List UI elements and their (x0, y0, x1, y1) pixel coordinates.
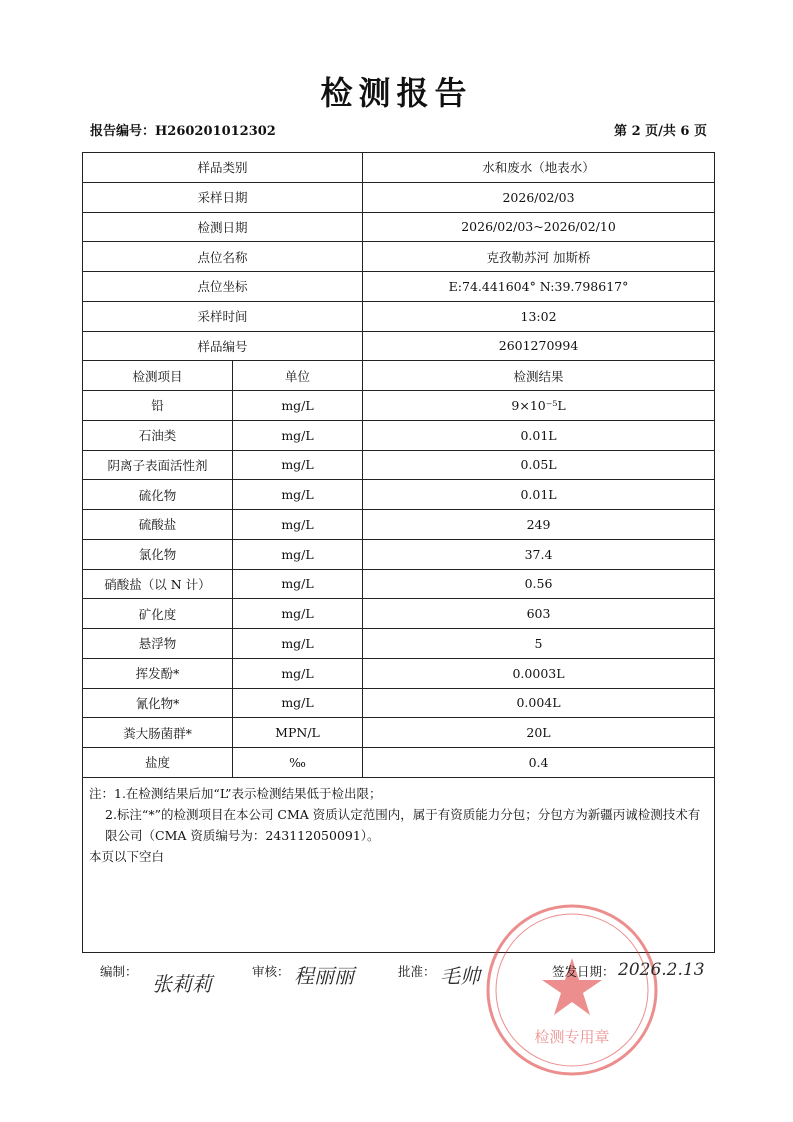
col-header-result: 检测结果 (363, 361, 715, 391)
result-item: 矿化度 (83, 599, 233, 629)
report-number (90, 120, 276, 139)
result-row (83, 569, 715, 599)
result-unit: mg/L (233, 539, 363, 569)
stamp-label: 检测专用章 (534, 1028, 610, 1046)
result-row (83, 420, 715, 450)
result-unit: mg/L (233, 391, 363, 421)
result-item: 铅 (83, 391, 233, 421)
page-title: 检测报告 (320, 74, 473, 112)
info-label: 采样时间 (83, 301, 363, 331)
result-unit: ‰ (233, 748, 363, 778)
info-row (83, 182, 715, 212)
col-header-unit: 单位 (233, 361, 363, 391)
reviewer-label: 审核： (252, 964, 290, 979)
result-unit: mg/L (233, 480, 363, 510)
issue-date-label: 签发日期： (552, 964, 615, 979)
result-unit: mg/L (233, 510, 363, 540)
info-value: 2026/02/03 (363, 182, 715, 212)
result-item: 阴离子表面活性剂 (83, 450, 233, 480)
result-unit: mg/L (233, 599, 363, 629)
info-value: 水和废水（地表水） (363, 153, 715, 183)
info-value: 克孜勒苏河 加斯桥 (363, 242, 715, 272)
info-row (83, 331, 715, 361)
result-header-row (83, 361, 715, 391)
info-label: 样品编号 (83, 331, 363, 361)
result-row (83, 450, 715, 480)
result-item: 硫酸盐 (83, 510, 233, 540)
result-unit: mg/L (233, 658, 363, 688)
reviewer-signature: 程丽丽 (294, 964, 354, 988)
result-item: 悬浮物 (83, 629, 233, 659)
result-unit: mg/L (233, 450, 363, 480)
info-row (83, 153, 715, 183)
col-header-item: 检测项目 (83, 361, 233, 391)
info-row (83, 272, 715, 302)
editor-signature: 张莉莉 (152, 972, 212, 996)
note-line-3: 本页以下空白 (89, 848, 165, 864)
result-value: 0.05L (363, 450, 715, 480)
result-item: 氰化物* (83, 688, 233, 718)
result-item: 硫化物 (83, 480, 233, 510)
result-unit: mg/L (233, 629, 363, 659)
info-value: 2601270994 (363, 331, 715, 361)
info-label: 点位坐标 (83, 272, 363, 302)
result-value: 5 (363, 629, 715, 659)
result-row (83, 748, 715, 778)
issue-date-value: 2026.2.13 (618, 960, 705, 980)
result-item: 硝酸盐（以 N 计） (83, 569, 233, 599)
result-value: 0.4 (363, 748, 715, 778)
note-line-1: 注：1.在检测结果后加“L”表示检测结果低于检出限； (89, 785, 382, 801)
editor-label: 编制： (100, 964, 138, 979)
result-value: 37.4 (363, 539, 715, 569)
result-row (83, 510, 715, 540)
result-value: 0.004L (363, 688, 715, 718)
result-value: 20L (363, 718, 715, 748)
info-value: 13:02 (363, 301, 715, 331)
page-info: 第 2 页/共 6 页 (614, 124, 707, 139)
result-row (83, 688, 715, 718)
info-value: 2026/02/03~2026/02/10 (363, 212, 715, 242)
result-unit: mg/L (233, 569, 363, 599)
approver-signature: 毛帅 (440, 964, 480, 988)
result-value: 0.01L (363, 420, 715, 450)
info-label: 检测日期 (83, 212, 363, 242)
result-row (83, 539, 715, 569)
info-value: E:74.441604° N:39.798617° (363, 272, 715, 302)
approver-label: 批准： (398, 964, 436, 979)
info-row (83, 242, 715, 272)
info-label: 采样日期 (83, 182, 363, 212)
report-number-value: H260201012302 (155, 124, 276, 139)
result-value: 0.0003L (363, 658, 715, 688)
result-row (83, 599, 715, 629)
info-label: 点位名称 (83, 242, 363, 272)
result-value: 9×10⁻⁵L (363, 391, 715, 421)
result-unit: mg/L (233, 688, 363, 718)
report-number-label: 报告编号： (90, 124, 156, 139)
result-unit: MPN/L (233, 718, 363, 748)
result-value: 249 (363, 510, 715, 540)
result-item: 氯化物 (83, 539, 233, 569)
result-row (83, 391, 715, 421)
result-item: 挥发酚* (83, 658, 233, 688)
signature-row (82, 958, 714, 998)
result-row (83, 718, 715, 748)
info-row (83, 301, 715, 331)
result-row (83, 658, 715, 688)
result-unit: mg/L (233, 420, 363, 450)
result-item: 粪大肠菌群* (83, 718, 233, 748)
result-value: 603 (363, 599, 715, 629)
info-row (83, 212, 715, 242)
result-value: 0.01L (363, 480, 715, 510)
result-item: 盐度 (83, 748, 233, 778)
result-row (83, 629, 715, 659)
note-line-2: 2.标注“*”的检测项目在本公司 CMA 资质认定范围内，属于有资质能力分包；分包方为新疆丙诚检测技术有限公司（CMA 资质编号为：243112050091）。 (105, 806, 701, 843)
report-table (82, 152, 715, 953)
result-row (83, 480, 715, 510)
result-value: 0.56 (363, 569, 715, 599)
result-item: 石油类 (83, 420, 233, 450)
info-label: 样品类别 (83, 153, 363, 183)
